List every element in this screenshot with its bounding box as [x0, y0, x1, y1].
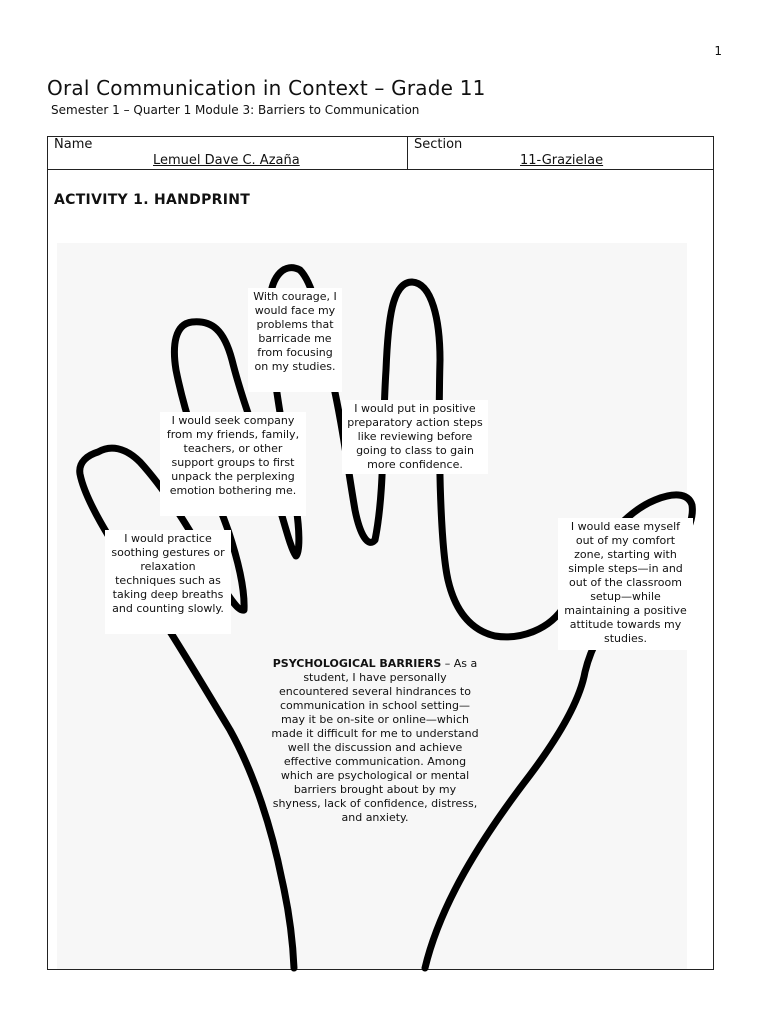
document-title: Oral Communication in Context – Grade 11	[47, 76, 486, 100]
section-label: Section	[414, 137, 463, 152]
palm-paragraph	[270, 657, 480, 832]
note-ring-finger: I would put in positive preparatory action steps like reviewing before going to class to gain more confidence.	[342, 400, 488, 474]
note-little-finger: I would practice soothing gestures or relaxation techniques such as taking deep breaths and counting slowly.	[105, 530, 231, 634]
note-thumb: I would ease myself out of my comfort zone, starting with simple steps—in and out of the classroom setup—while maintaining a positive attitude towards my studies.	[558, 518, 693, 650]
name-label: Name	[54, 137, 93, 152]
document-subtitle: Semester 1 – Quarter 1 Module 3: Barriers to Communication	[51, 103, 420, 117]
section-value: 11-Grazielae	[520, 153, 604, 168]
activity-title: ACTIVITY 1. HANDPRINT	[54, 192, 251, 208]
page-number: 1	[714, 44, 722, 58]
note-index-finger: I would seek company from my friends, family, teachers, or other support groups to first unpack the perplexing emotion bothering me.	[160, 412, 306, 516]
palm-text: – As a student, I have personally encountered several hindrances to communication in school setting—may it be on-site or online—which made it difficult for me to understand well the discussion and achieve effective communication. Among which are psychological or mental barriers brought about by my shyness, lack of confidence, distress, and anxiety.	[271, 657, 479, 824]
name-value: Lemuel Dave C. Azaña	[153, 153, 300, 168]
palm-heading: PSYCHOLOGICAL BARRIERS	[272, 657, 442, 670]
note-middle-finger: With courage, I would face my problems that barricade me from focusing on my studies.	[248, 288, 342, 392]
